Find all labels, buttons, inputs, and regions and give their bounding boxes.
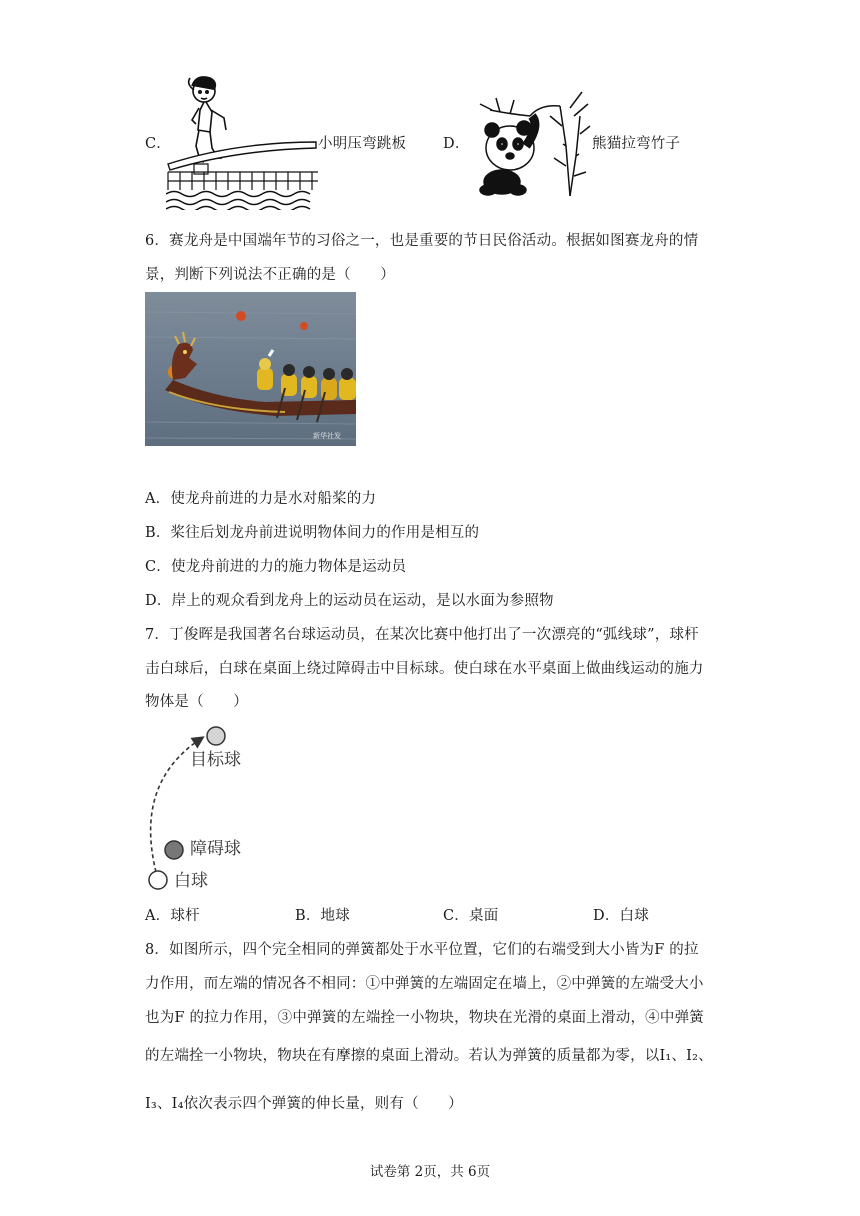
q8-line5: I₃、I₄依次表示四个弹簧的伸长量，则有（ ） <box>145 1096 463 1112</box>
q8-line4: 的左端拴一小物块，物块在有摩擦的桌面上滑动。若认为弹簧的质量都为零，以I₁、I₂、 <box>145 1048 713 1064</box>
dragon-boat-scene <box>145 292 356 446</box>
q7-option-d: D．白球 <box>593 908 649 924</box>
dragon-head <box>172 343 197 380</box>
obstacle-ball <box>165 841 183 859</box>
q8-line2: 力作用，而左端的情况各不相同：①中弹簧的左端固定在墙上，②中弹簧的左端受大小 <box>145 976 704 992</box>
dragon-boat-photo <box>145 292 356 446</box>
buoy <box>300 322 308 330</box>
q6-option-b: B．桨往后划龙舟前进说明物体间力的作用是相互的 <box>145 525 480 541</box>
q7-option-b: B．地球 <box>295 908 350 924</box>
rowers <box>257 350 356 400</box>
option-d-caption: 熊猫拉弯竹子 <box>592 136 681 152</box>
q6-option-c: C．使龙舟前进的力的施力物体是运动员 <box>145 559 407 575</box>
q8-line3: 也为F 的拉力作用，③中弹簧的左端拴一小物块，物块在光滑的桌面上滑动，④中弹簧 <box>145 1010 704 1026</box>
boy-figure <box>189 77 226 162</box>
q6-stem-line1: 6．赛龙舟是中国端年节的习俗之一，也是重要的节日民俗活动。根据如图赛龙舟的情 <box>145 233 699 249</box>
option-d-letter: D． <box>443 136 470 152</box>
water-waves <box>166 192 310 211</box>
q7-stem-line2: 击白球后，白球在桌面上绕过障碍击中目标球。使白球在水平桌面上做曲线运动的施力 <box>145 661 704 677</box>
option-c-caption: 小明压弯跳板 <box>318 136 407 152</box>
q8-line1: 8．如图所示，四个完全相同的弹簧都处于水平位置，它们的右端受到大小皆为F 的拉 <box>145 942 699 958</box>
panda-bamboo-illustration <box>470 86 592 198</box>
white-ball-label: 白球 <box>174 871 208 890</box>
option-c-letter: C． <box>145 136 171 152</box>
target-ball <box>207 727 225 745</box>
q6-option-a: A．使龙舟前进的力是水对船桨的力 <box>145 491 377 507</box>
q7-stem-line1: 7．丁俊晖是我国著名台球运动员，在某次比赛中他打出了一次漂亮的“弧线球”，球杆 <box>145 627 699 643</box>
panda-figure <box>480 116 535 195</box>
buoy <box>236 311 246 321</box>
pool-grid <box>168 172 318 190</box>
diving-board <box>168 142 316 170</box>
obstacle-ball-label: 障碍球 <box>190 839 241 858</box>
diving-board-illustration <box>166 72 318 210</box>
photo-watermark: 新华社发 <box>313 432 341 440</box>
q6-option-d: D．岸上的观众看到龙舟上的运动员在运动，是以水面为参照物 <box>145 593 554 609</box>
q7-option-c: C．桌面 <box>443 908 499 924</box>
billiards-diagram <box>140 722 270 894</box>
white-ball <box>149 871 167 889</box>
target-ball-label: 目标球 <box>190 750 241 769</box>
q7-stem-line3: 物体是（ ） <box>145 694 248 710</box>
q7-option-a: A．球杆 <box>145 908 200 924</box>
q6-stem-line2: 景，判断下列说法不正确的是（ ） <box>145 267 395 283</box>
page-footer: 试卷第 2页，共 6页 <box>369 1164 491 1180</box>
